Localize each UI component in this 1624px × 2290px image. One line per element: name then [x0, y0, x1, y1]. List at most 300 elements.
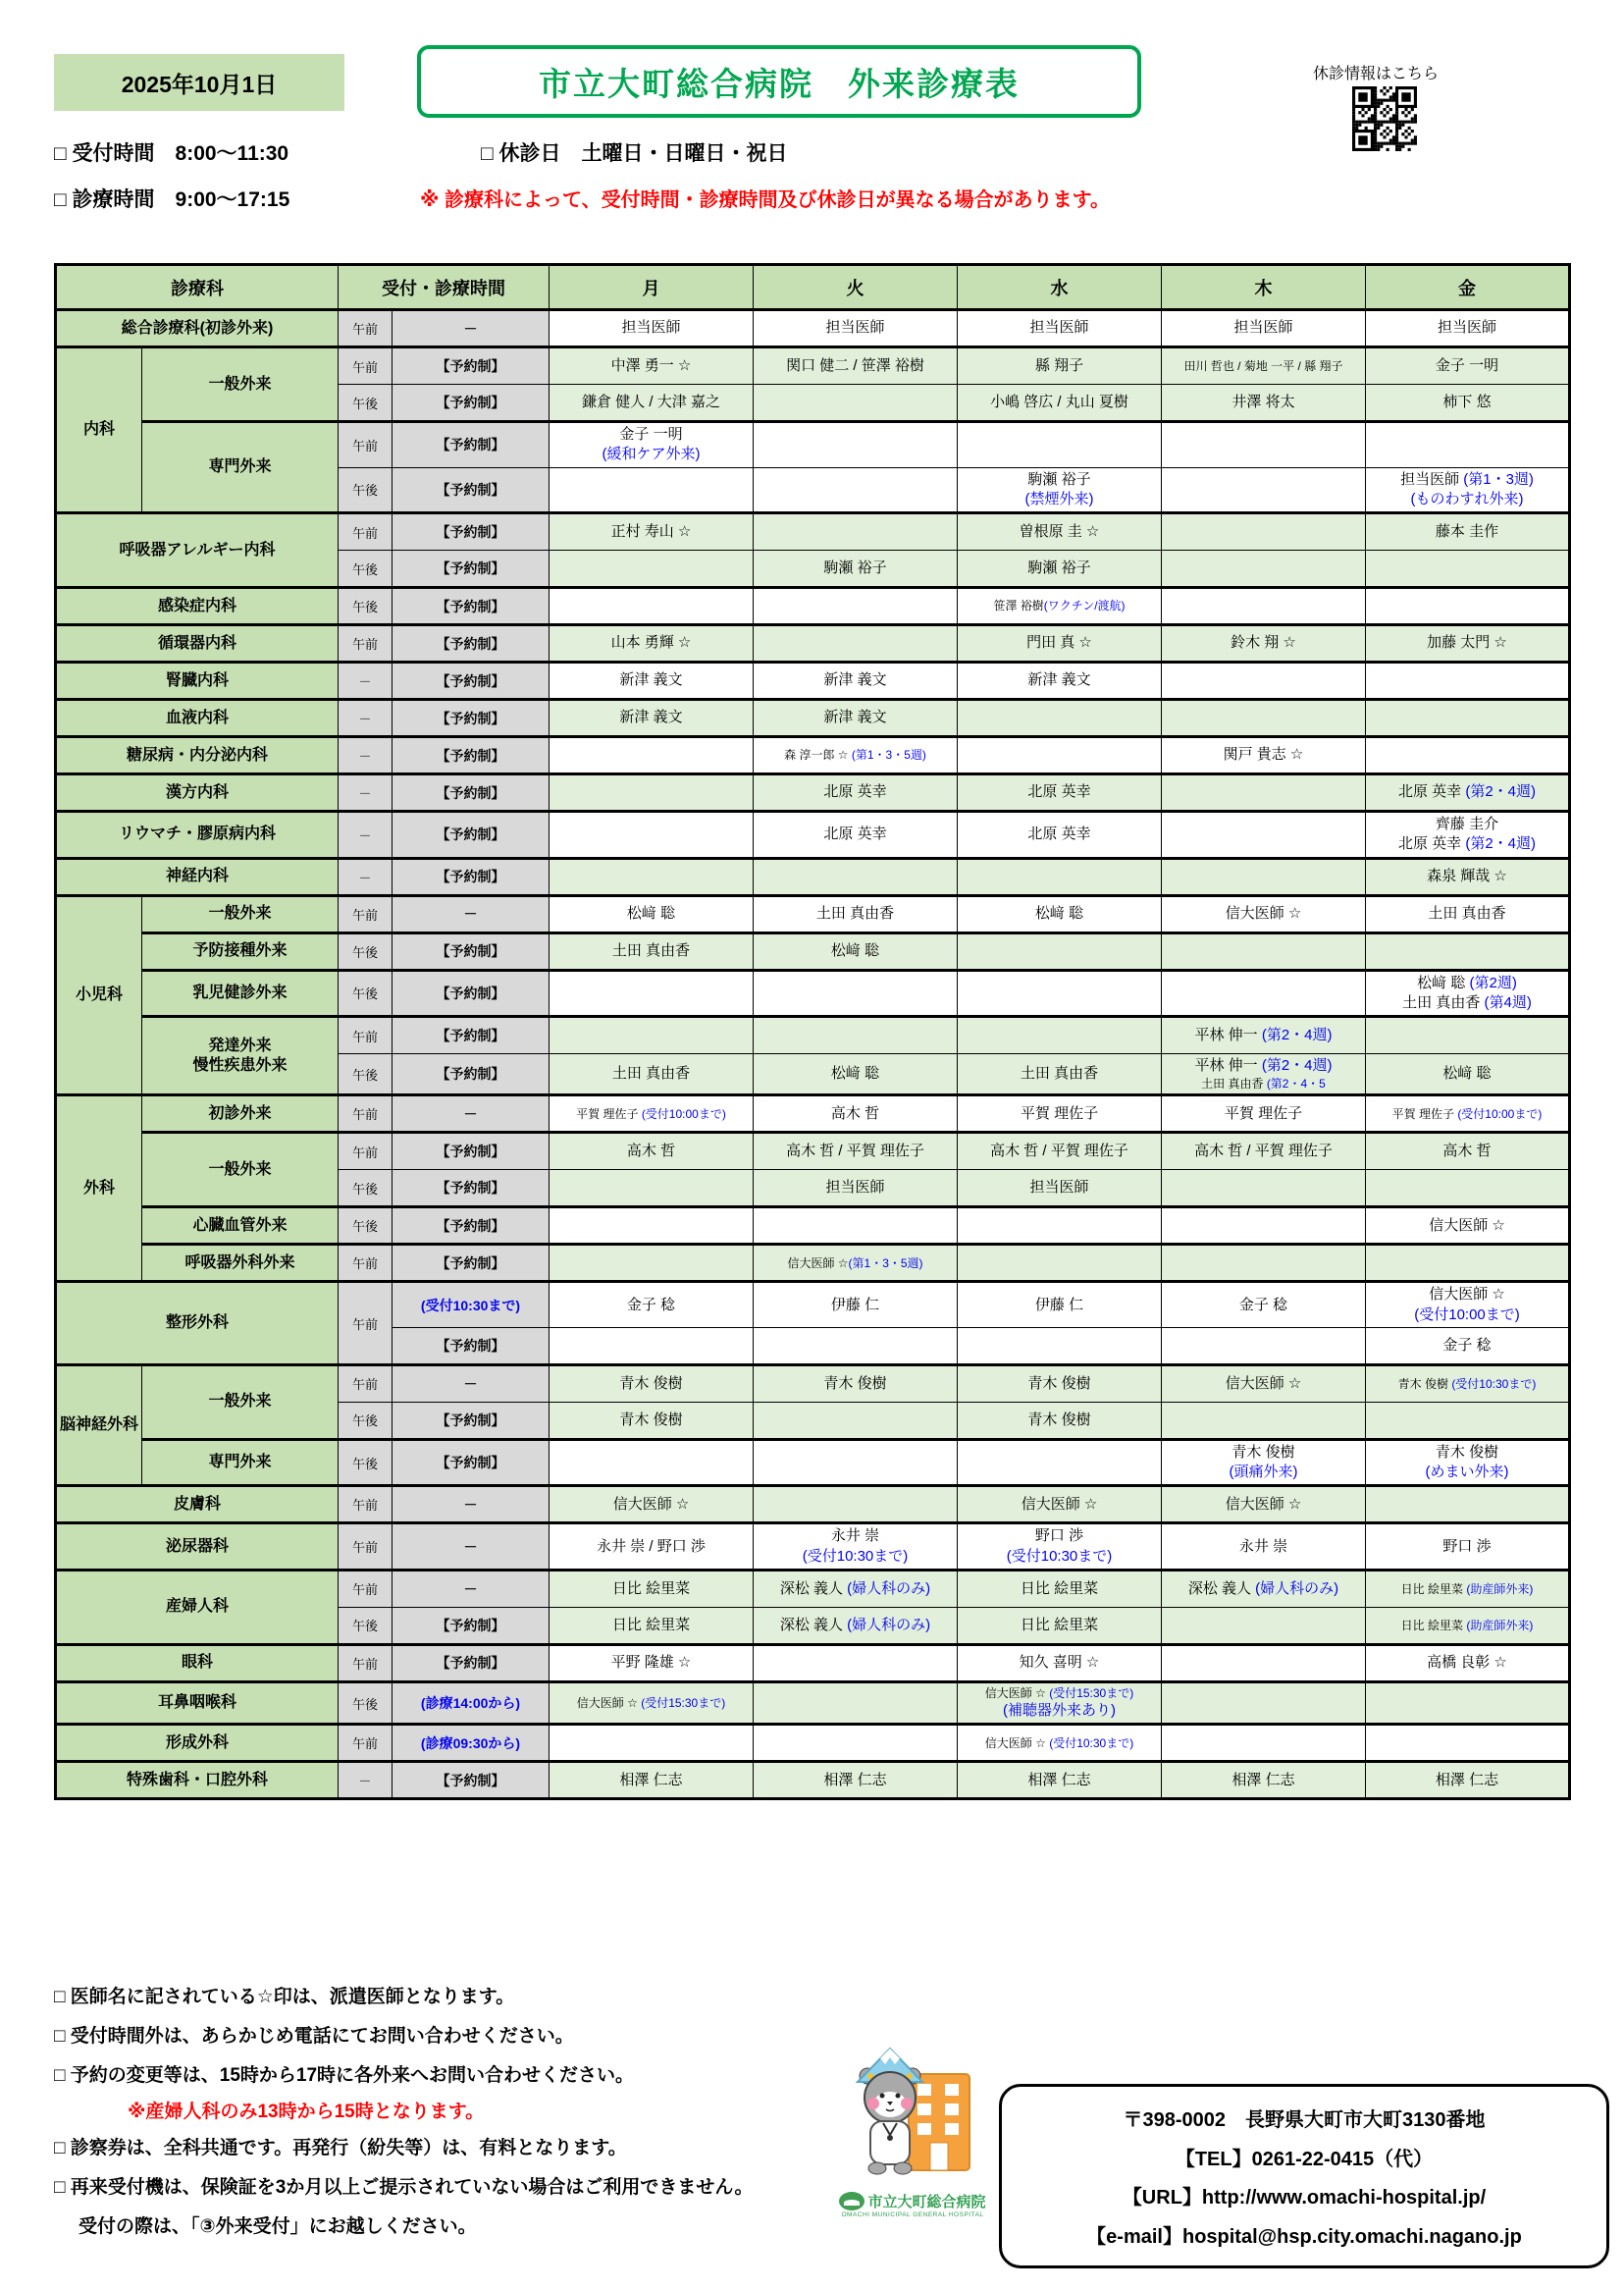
department-name: 泌尿器科 — [56, 1523, 339, 1571]
doctor-cell: 北原 英幸 — [958, 774, 1162, 812]
doctor-cell: 伊藤 仁 — [958, 1282, 1162, 1328]
footnote: □ 医師名に記されている☆印は、派遣医師となります。 — [54, 1987, 515, 2007]
session-cell: － — [339, 1762, 393, 1799]
time-cell: 【予約制】 — [393, 700, 550, 737]
time-cell: － — [393, 895, 550, 932]
doctor-cell — [958, 932, 1162, 970]
doctor-cell — [1162, 1644, 1366, 1681]
hospital-logo-icon — [839, 2192, 864, 2210]
doctor-cell: 信大医師 ☆ (受付10:30まで) — [958, 1725, 1162, 1762]
doctor-cell: 高木 哲 — [754, 1095, 958, 1133]
doctor-cell: 新津 義文 — [550, 663, 754, 700]
doctor-cell — [1366, 1725, 1570, 1762]
doctor-cell: 日比 絵里菜 (助産師外来) — [1366, 1570, 1570, 1607]
doctor-cell — [958, 1439, 1162, 1486]
doctor-cell — [1162, 422, 1366, 468]
day-header-3: 木 — [1162, 265, 1366, 310]
doctor-cell — [1162, 932, 1366, 970]
doctor-cell: 青木 俊樹 — [550, 1402, 754, 1439]
email-address: 【e-mail】hospital@hsp.city.omachi.nagano.jp — [1086, 2226, 1522, 2249]
doctor-cell — [1366, 1402, 1570, 1439]
page-footer — [0, 1978, 1624, 2290]
subdepartment-name: 心臓血管外来 — [142, 1207, 339, 1245]
consultation-hours: □ 診療時間 9:00～17:15 — [54, 188, 290, 211]
department-name: 形成外科 — [56, 1725, 339, 1762]
doctor-cell — [1162, 1327, 1366, 1364]
doctor-cell: 信大医師 ☆(第1・3・5週) — [754, 1245, 958, 1282]
time-cell: 【予約制】 — [393, 1644, 550, 1681]
footnote: □ 受付時間外は、あらかじめ電話にてお問い合わせください。 — [54, 2026, 574, 2047]
time-cell: 【予約制】 — [393, 1607, 550, 1644]
doctor-cell: 高木 哲 / 平賀 理佐子 — [754, 1133, 958, 1170]
time-cell: 【予約制】 — [393, 1054, 550, 1095]
doctor-cell — [754, 588, 958, 625]
doctor-cell: 土田 真由香 — [1366, 895, 1570, 932]
day-header-4: 金 — [1366, 265, 1570, 310]
department-name: 脳神経外科 — [56, 1364, 142, 1486]
doctor-cell — [550, 1017, 754, 1054]
doctor-cell: 藤本 圭作 — [1366, 513, 1570, 551]
doctor-cell — [754, 1327, 958, 1364]
doctor-cell — [958, 1207, 1162, 1245]
doctor-cell: 知久 喜明 ☆ — [958, 1644, 1162, 1681]
department-name: 整形外科 — [56, 1282, 339, 1365]
doctor-cell: 縣 翔子 — [958, 347, 1162, 385]
session-cell: 午前 — [339, 1364, 393, 1402]
subdepartment-name: 一般外来 — [142, 1133, 339, 1207]
session-cell: － — [339, 774, 393, 812]
doctor-cell: 松﨑 聡 — [1366, 1054, 1570, 1095]
doctor-cell: 松﨑 聡 — [754, 1054, 958, 1095]
doctor-cell: 青木 俊樹 — [958, 1364, 1162, 1402]
doctor-cell: 山本 勇輝 ☆ — [550, 625, 754, 663]
doctor-cell: 信大医師 ☆ (受付10:00まで) — [1366, 1282, 1570, 1328]
doctor-cell — [550, 551, 754, 588]
session-cell: 午後 — [339, 551, 393, 588]
subdepartment-name: 呼吸器外科外来 — [142, 1245, 339, 1282]
subdepartment-name: 専門外来 — [142, 1439, 339, 1486]
time-cell: (診療09:30から) — [393, 1725, 550, 1762]
footnote: ※産婦人科のみ13時から15時となります。 — [128, 2102, 485, 2122]
doctor-cell: 永井 崇 / 野口 渉 — [550, 1523, 754, 1571]
doctor-cell: 信大医師 ☆ — [550, 1486, 754, 1523]
doctor-cell — [1162, 588, 1366, 625]
department-name: 腎臓内科 — [56, 663, 339, 700]
department-name: 耳鼻咽喉科 — [56, 1681, 339, 1724]
time-cell: 【予約制】 — [393, 1402, 550, 1439]
hospital-mascot — [839, 2037, 986, 2218]
department-name: 血液内科 — [56, 700, 339, 737]
doctor-cell: 井澤 将太 — [1162, 385, 1366, 422]
time-cell: 【予約制】 — [393, 1207, 550, 1245]
doctor-cell — [550, 1170, 754, 1207]
col-header-dept: 診療科 — [56, 265, 339, 310]
doctor-cell — [754, 1725, 958, 1762]
doctor-cell — [1162, 970, 1366, 1017]
doctor-cell — [1366, 700, 1570, 737]
doctor-cell: 野口 渉 — [1366, 1523, 1570, 1571]
session-cell: 午前 — [339, 310, 393, 347]
doctor-cell: 土田 真由香 — [754, 895, 958, 932]
doctor-cell: 野口 渉 (受付10:30まで) — [958, 1523, 1162, 1571]
subdepartment-name: 発達外来 慢性疾患外来 — [142, 1017, 339, 1095]
doctor-cell — [550, 1439, 754, 1486]
doctor-cell: 信大医師 ☆ — [1366, 1207, 1570, 1245]
time-cell: 【予約制】 — [393, 513, 550, 551]
footnote: □ 診察券は、全科共通です。再発行（紛失等）は、有料となります。 — [54, 2138, 627, 2158]
time-cell: (受付10:30まで) — [393, 1282, 550, 1328]
session-cell: 午後 — [339, 1207, 393, 1245]
department-name: 産婦人科 — [56, 1570, 339, 1644]
doctor-cell: 金子 一明 — [1366, 347, 1570, 385]
session-cell: 午前 — [339, 1282, 393, 1365]
doctor-cell: 平林 伸一 (第2・4週) — [1162, 1017, 1366, 1054]
doctor-cell: 相澤 仁志 — [754, 1762, 958, 1799]
session-cell: 午後 — [339, 1681, 393, 1724]
doctor-cell: 金子 一明 (緩和ケア外来) — [550, 422, 754, 468]
doctor-cell — [550, 467, 754, 513]
doctor-cell — [958, 1327, 1162, 1364]
doctor-cell — [1366, 422, 1570, 468]
doctor-cell: 深松 義人 (婦人科のみ) — [754, 1570, 958, 1607]
session-cell: 午前 — [339, 422, 393, 468]
session-cell: － — [339, 663, 393, 700]
time-cell: 【予約制】 — [393, 663, 550, 700]
time-cell: 【予約制】 — [393, 625, 550, 663]
doctor-cell — [1162, 1170, 1366, 1207]
session-cell: 午後 — [339, 1402, 393, 1439]
doctor-cell: 高木 哲 — [550, 1133, 754, 1170]
doctor-cell — [1366, 551, 1570, 588]
session-cell: 午前 — [339, 1133, 393, 1170]
doctor-cell: 高橋 良彰 ☆ — [1366, 1644, 1570, 1681]
reception-hours: □ 受付時間 8:00～11:30 — [54, 142, 289, 165]
doctor-cell: 小嶋 啓広 / 丸山 夏樹 — [958, 385, 1162, 422]
department-name: 総合診療科(初診外来) — [56, 310, 339, 347]
subdepartment-name: 専門外来 — [142, 422, 339, 513]
doctor-cell: 駒瀬 裕子 — [754, 551, 958, 588]
doctor-cell: 日比 絵里菜 (助産師外来) — [1366, 1607, 1570, 1644]
doctor-cell: 担当医師 — [958, 310, 1162, 347]
time-cell: 【予約制】 — [393, 422, 550, 468]
doctor-cell: 相澤 仁志 — [550, 1762, 754, 1799]
doctor-cell — [958, 1245, 1162, 1282]
doctor-cell — [958, 858, 1162, 895]
subdepartment-name: 一般外来 — [142, 347, 339, 422]
time-cell: 【予約制】 — [393, 1017, 550, 1054]
footnote: 受付の際は、「③外来受付」にお越しください。 — [79, 2216, 477, 2237]
time-cell: 【予約制】 — [393, 588, 550, 625]
session-cell: 午前 — [339, 347, 393, 385]
doctor-cell: 森泉 輝哉 ☆ — [1366, 858, 1570, 895]
doctor-cell — [550, 812, 754, 859]
doctor-cell: 北原 英幸 — [754, 774, 958, 812]
doctor-cell: 金子 稔 — [1366, 1327, 1570, 1364]
time-cell: 【予約制】 — [393, 812, 550, 859]
doctor-cell: 青木 俊樹 (頭痛外来) — [1162, 1439, 1366, 1486]
doctor-cell: 新津 義文 — [550, 700, 754, 737]
department-name: 糖尿病・内分泌内科 — [56, 737, 339, 774]
qr-code — [1352, 86, 1417, 151]
doctor-cell — [754, 513, 958, 551]
session-cell: 午後 — [339, 467, 393, 513]
doctor-cell — [1162, 513, 1366, 551]
doctor-cell: 信大医師 ☆ — [1162, 895, 1366, 932]
doctor-cell: 青木 俊樹 — [550, 1364, 754, 1402]
doctor-cell: 青木 俊樹 — [958, 1402, 1162, 1439]
time-cell: (診療14:00から) — [393, 1681, 550, 1724]
session-cell: 午前 — [339, 1017, 393, 1054]
time-cell: 【予約制】 — [393, 970, 550, 1017]
doctor-cell — [550, 1327, 754, 1364]
time-cell: － — [393, 1570, 550, 1607]
schedule-warning: ※ 診療科によって、受付時間・診療時間及び休診日が異なる場合があります。 — [420, 189, 1110, 211]
closed-days: □ 休診日 土曜日・日曜日・祝日 — [481, 142, 788, 165]
session-cell: 午前 — [339, 1725, 393, 1762]
doctor-cell: 金子 稔 — [1162, 1282, 1366, 1328]
doctor-cell — [1162, 774, 1366, 812]
doctor-cell: 信大医師 ☆ (受付15:30まで) (補聴器外来あり) — [958, 1681, 1162, 1724]
doctor-cell: 金子 稔 — [550, 1282, 754, 1328]
doctor-cell — [958, 1017, 1162, 1054]
session-cell: 午後 — [339, 588, 393, 625]
department-name: 眼科 — [56, 1644, 339, 1681]
session-cell: 午後 — [339, 1439, 393, 1486]
session-cell: 午前 — [339, 1523, 393, 1571]
doctor-cell: 松﨑 聡 — [550, 895, 754, 932]
closure-info-label: 休診情報はこちら — [1313, 66, 1440, 82]
doctor-cell — [958, 970, 1162, 1017]
doctor-cell: 松﨑 聡 — [754, 932, 958, 970]
doctor-cell — [1162, 1681, 1366, 1724]
doctor-cell — [754, 1402, 958, 1439]
doctor-cell — [754, 1681, 958, 1724]
subdepartment-name: 一般外来 — [142, 1364, 339, 1439]
time-cell: 【予約制】 — [393, 1170, 550, 1207]
doctor-cell — [754, 385, 958, 422]
doctor-cell — [1162, 858, 1366, 895]
day-header-0: 月 — [550, 265, 754, 310]
doctor-cell — [754, 625, 958, 663]
time-cell: － — [393, 1486, 550, 1523]
session-cell: 午前 — [339, 625, 393, 663]
session-cell: 午後 — [339, 1607, 393, 1644]
doctor-cell: 信大医師 ☆ (受付15:30まで) — [550, 1681, 754, 1724]
postal-address: 〒398-0002 長野県大町市大町3130番地 — [1123, 2108, 1486, 2131]
time-cell: － — [393, 1364, 550, 1402]
department-name: 特殊歯科・口腔外科 — [56, 1762, 339, 1799]
doctor-cell — [754, 1486, 958, 1523]
session-cell: 午前 — [339, 513, 393, 551]
doctor-cell — [1162, 700, 1366, 737]
session-cell: 午前 — [339, 1245, 393, 1282]
session-cell: 午後 — [339, 1054, 393, 1095]
doctor-cell: 高木 哲 / 平賀 理佐子 — [958, 1133, 1162, 1170]
doctor-cell — [1366, 1170, 1570, 1207]
issue-date: 2025年10月1日 — [121, 71, 278, 97]
doctor-cell: 伊藤 仁 — [754, 1282, 958, 1328]
session-cell: － — [339, 737, 393, 774]
doctor-cell: 関戸 貴志 ☆ — [1162, 737, 1366, 774]
time-cell: 【予約制】 — [393, 737, 550, 774]
doctor-cell — [1366, 1245, 1570, 1282]
doctor-cell — [1366, 663, 1570, 700]
doctor-cell: 笹澤 裕樹(ワクチン/渡航) — [958, 588, 1162, 625]
session-cell: 午後 — [339, 932, 393, 970]
doctor-cell: 青木 俊樹 (受付10:30まで) — [1366, 1364, 1570, 1402]
doctor-cell — [550, 1245, 754, 1282]
website-url: 【URL】http://www.omachi-hospital.jp/ — [1122, 2187, 1487, 2210]
doctor-cell: 中澤 勇一 ☆ — [550, 347, 754, 385]
time-cell: 【予約制】 — [393, 1245, 550, 1282]
col-header-time: 受付・診療時間 — [339, 265, 550, 310]
time-cell: 【予約制】 — [393, 1327, 550, 1364]
subdepartment-name: 乳児健診外来 — [142, 970, 339, 1017]
doctor-cell: 日比 絵里菜 — [958, 1570, 1162, 1607]
doctor-cell — [1366, 1017, 1570, 1054]
doctor-cell: 鈴木 翔 ☆ — [1162, 625, 1366, 663]
doctor-cell: 北原 英幸 — [958, 812, 1162, 859]
session-cell: 午前 — [339, 1644, 393, 1681]
doctor-cell: 信大医師 ☆ — [958, 1486, 1162, 1523]
department-name: 小児科 — [56, 895, 142, 1095]
time-cell: － — [393, 310, 550, 347]
doctor-cell: 青木 俊樹 — [754, 1364, 958, 1402]
doctor-cell — [754, 1439, 958, 1486]
department-name: 感染症内科 — [56, 588, 339, 625]
doctor-cell: 平賀 理佐子 (受付10:00まで) — [550, 1095, 754, 1133]
doctor-cell: 関口 健二 / 笹澤 裕樹 — [754, 347, 958, 385]
doctor-cell: 担当医師 — [1366, 310, 1570, 347]
session-cell: 午前 — [339, 1095, 393, 1133]
session-cell: 午前 — [339, 1486, 393, 1523]
doctor-cell: 駒瀬 裕子 — [958, 551, 1162, 588]
doctor-cell: 松﨑 聡 (第2週) 土田 真由香 (第4週) — [1366, 970, 1570, 1017]
phone-number: 【TEL】0261-22-0415（代） — [1175, 2148, 1434, 2170]
doctor-cell — [1162, 551, 1366, 588]
doctor-cell: 柿下 悠 — [1366, 385, 1570, 422]
doctor-cell — [1162, 663, 1366, 700]
footnote: □ 再来受付機は、保険証を3か月以上ご提示されていない場合はご利用できません。 — [54, 2177, 754, 2198]
doctor-cell — [754, 1207, 958, 1245]
doctor-cell: 松﨑 聡 — [958, 895, 1162, 932]
doctor-cell — [754, 858, 958, 895]
doctor-cell: 担当医師 (第1・3週) (ものわすれ外来) — [1366, 467, 1570, 513]
session-cell: 午前 — [339, 1570, 393, 1607]
department-name: 神経内科 — [56, 858, 339, 895]
contact-box — [999, 2084, 1609, 2268]
doctor-cell: 新津 義文 — [754, 700, 958, 737]
time-cell: － — [393, 1523, 550, 1571]
doctor-cell: 相澤 仁志 — [1162, 1762, 1366, 1799]
hospital-logo-english: OMACHI MUNICIPAL GENERAL HOSPITAL — [841, 2211, 984, 2218]
doctor-cell — [958, 422, 1162, 468]
doctor-cell: 平賀 理佐子 — [1162, 1095, 1366, 1133]
doctor-cell — [754, 1644, 958, 1681]
doctor-cell — [754, 970, 958, 1017]
doctor-cell: 門田 真 ☆ — [958, 625, 1162, 663]
doctor-cell — [550, 1725, 754, 1762]
doctor-cell: 田川 哲也 / 菊地 一平 / 縣 翔子 — [1162, 347, 1366, 385]
doctor-cell: 信大医師 ☆ — [1162, 1486, 1366, 1523]
session-cell: － — [339, 700, 393, 737]
doctor-cell: 高木 哲 / 平賀 理佐子 — [1162, 1133, 1366, 1170]
time-cell: 【予約制】 — [393, 1762, 550, 1799]
doctor-cell — [1366, 588, 1570, 625]
doctor-cell: 深松 義人 (婦人科のみ) — [754, 1607, 958, 1644]
doctor-cell — [550, 737, 754, 774]
doctor-cell — [754, 422, 958, 468]
doctor-cell — [1162, 1245, 1366, 1282]
time-cell: 【予約制】 — [393, 551, 550, 588]
subdepartment-name: 一般外来 — [142, 895, 339, 932]
doctor-cell: 北原 英幸 (第2・4週) — [1366, 774, 1570, 812]
doctor-cell: 加藤 太門 ☆ — [1366, 625, 1570, 663]
doctor-cell — [1162, 812, 1366, 859]
department-name: リウマチ・膠原病内科 — [56, 812, 339, 859]
session-cell: 午後 — [339, 385, 393, 422]
time-cell: 【予約制】 — [393, 858, 550, 895]
department-name: 漢方内科 — [56, 774, 339, 812]
schedule-table — [54, 263, 1571, 1800]
doctor-cell: 担当医師 — [1162, 310, 1366, 347]
doctor-cell: 担当医師 — [958, 1170, 1162, 1207]
session-cell: － — [339, 858, 393, 895]
doctor-cell: 平賀 理佐子 — [958, 1095, 1162, 1133]
doctor-cell — [1366, 737, 1570, 774]
doctor-cell: 平賀 理佐子 (受付10:00まで) — [1366, 1095, 1570, 1133]
time-cell: 【予約制】 — [393, 467, 550, 513]
department-name: 循環器内科 — [56, 625, 339, 663]
session-cell: 午後 — [339, 970, 393, 1017]
doctor-cell: 平野 隆雄 ☆ — [550, 1644, 754, 1681]
doctor-cell — [1366, 932, 1570, 970]
doctor-cell — [754, 467, 958, 513]
department-name: 皮膚科 — [56, 1486, 339, 1523]
department-name: 内科 — [56, 347, 142, 513]
doctor-cell — [754, 1017, 958, 1054]
session-cell: － — [339, 812, 393, 859]
department-name: 呼吸器アレルギー内科 — [56, 513, 339, 588]
page-header — [0, 0, 1624, 263]
doctor-cell: 青木 俊樹 (めまい外来) — [1366, 1439, 1570, 1486]
session-cell: 午後 — [339, 1170, 393, 1207]
doctor-cell: 曽根原 圭 ☆ — [958, 513, 1162, 551]
mascot-illustration — [844, 2037, 981, 2184]
doctor-cell — [1162, 1725, 1366, 1762]
doctor-cell: 相澤 仁志 — [1366, 1762, 1570, 1799]
doctor-cell: 北原 英幸 — [754, 812, 958, 859]
doctor-cell — [1366, 1486, 1570, 1523]
doctor-cell: 永井 崇 — [1162, 1523, 1366, 1571]
doctor-cell — [1162, 1402, 1366, 1439]
doctor-cell: 土田 真由香 — [958, 1054, 1162, 1095]
doctor-cell: 担当医師 — [550, 310, 754, 347]
day-header-1: 火 — [754, 265, 958, 310]
time-cell: 【予約制】 — [393, 385, 550, 422]
doctor-cell: 土田 真由香 — [550, 932, 754, 970]
doctor-cell: 日比 絵里菜 — [550, 1570, 754, 1607]
doctor-cell — [1366, 1681, 1570, 1724]
doctor-cell: 新津 義文 — [958, 663, 1162, 700]
doctor-cell: 鎌倉 健人 / 大津 嘉之 — [550, 385, 754, 422]
doctor-cell: 担当医師 — [754, 310, 958, 347]
time-cell: 【予約制】 — [393, 1133, 550, 1170]
doctor-cell: 正村 寿山 ☆ — [550, 513, 754, 551]
department-name: 外科 — [56, 1095, 142, 1282]
session-cell: 午前 — [339, 895, 393, 932]
doctor-cell: 平林 伸一 (第2・4週) 土田 真由香 (第2・4・5 — [1162, 1054, 1366, 1095]
